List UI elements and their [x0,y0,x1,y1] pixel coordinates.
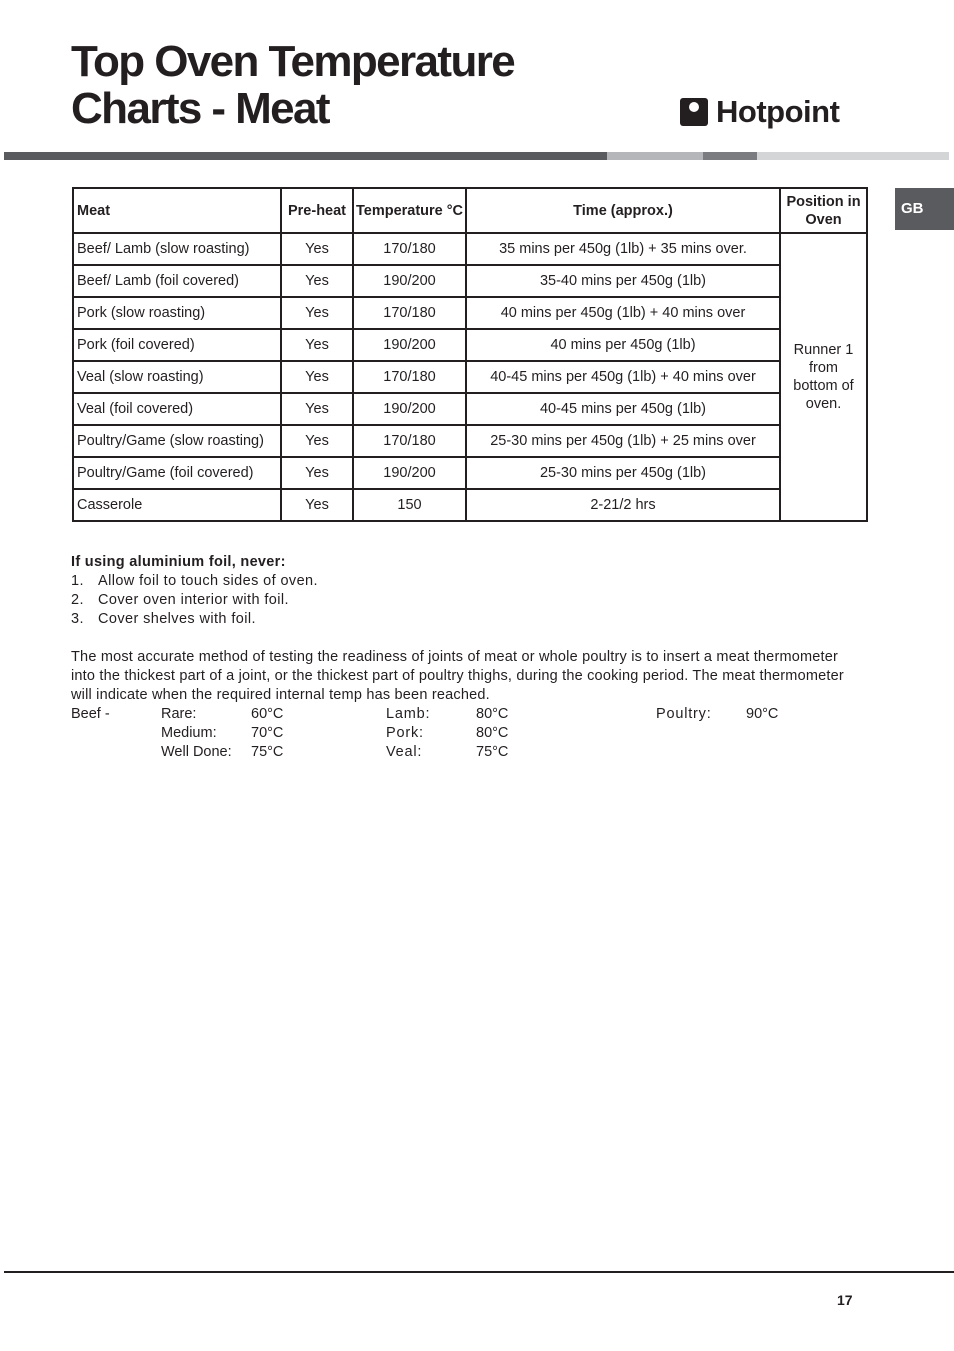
table-row [73,425,867,457]
foil-list [71,572,318,629]
cell-meat: Pork (foil covered) [73,329,281,361]
cell-time: 40-45 mins per 450g (1lb) [466,393,780,425]
cell-time: 35-40 mins per 450g (1lb) [466,265,780,297]
foil-heading: If using aluminium foil, never: [71,554,286,570]
cell-position [780,233,867,521]
medium-value: 70°C [251,725,284,741]
hotpoint-logo [680,92,839,132]
table-row [73,393,867,425]
list-item-number: 2. [71,592,84,608]
table-row [73,265,867,297]
cell-temperature: 170/180 [353,361,466,393]
header-band-segment [757,152,949,160]
footer-rule [4,1271,954,1273]
pork-label: Pork: [386,725,424,741]
list-item-text: Cover oven interior with foil. [98,592,289,608]
cell-meat: Beef/ Lamb (foil covered) [73,265,281,297]
position-line: bottom of [793,378,854,394]
cell-temperature: 170/180 [353,233,466,265]
list-item [71,591,318,610]
page-title-line-2: Charts - Meat [71,84,329,133]
rare-value: 60°C [251,706,284,722]
cell-temperature: 170/180 [353,297,466,329]
table-row [73,233,867,265]
list-item [71,572,318,591]
header-position: Position in Oven [780,188,867,233]
cell-temperature: 170/180 [353,425,466,457]
cell-temperature: 150 [353,489,466,521]
cell-preheat: Yes [281,457,353,489]
position-line: Runner 1 [793,342,854,358]
rare-label: Rare: [161,706,197,722]
position-line: oven. [805,396,842,412]
internal-temperatures [71,705,866,765]
table-row [73,489,867,521]
page-number: 17 [837,1292,853,1308]
cell-meat: Casserole [73,489,281,521]
table-row [73,457,867,489]
cell-preheat: Yes [281,329,353,361]
cell-meat: Pork (slow roasting) [73,297,281,329]
lamb-value: 80°C [476,706,509,722]
cell-time: 40 mins per 450g (1lb) [466,329,780,361]
hotpoint-logo-icon [680,98,708,126]
cell-preheat: Yes [281,361,353,393]
language-tab: GB [895,188,954,230]
header-time: Time (approx.) [466,188,780,233]
cell-preheat: Yes [281,393,353,425]
cell-preheat: Yes [281,297,353,329]
cell-meat: Veal (slow roasting) [73,361,281,393]
header-band-segment [703,152,757,160]
welldone-label: Well Done: [161,744,232,760]
temperature-chart-table [72,187,868,522]
table-row [73,361,867,393]
header-preheat: Pre-heat [281,188,353,233]
cell-temperature: 190/200 [353,393,466,425]
cell-time: 40 mins per 450g (1lb) + 40 mins over [466,297,780,329]
page-title [71,38,514,132]
header-band-segment [607,152,703,160]
cell-preheat: Yes [281,489,353,521]
brand-name: Hotpoint [716,94,840,129]
table-header-row [73,188,867,233]
header-band-segment [4,152,607,160]
poultry-value: 90°C [746,706,779,722]
cell-time: 40-45 mins per 450g (1lb) + 40 mins over [466,361,780,393]
list-item-number: 3. [71,611,84,627]
header-temperature: Temperature °C [353,188,466,233]
cell-temperature: 190/200 [353,457,466,489]
cell-time: 25-30 mins per 450g (1lb) [466,457,780,489]
list-item-text: Allow foil to touch sides of oven. [98,573,318,589]
beef-label: Beef - [71,706,110,722]
poultry-label: Poultry: [656,706,712,722]
page-title-line-1: Top Oven Temperature [71,37,515,86]
position-line: from [809,360,838,376]
cell-time: 35 mins per 450g (1lb) + 35 mins over. [466,233,780,265]
cell-meat: Beef/ Lamb (slow roasting) [73,233,281,265]
cell-preheat: Yes [281,233,353,265]
table-row [73,329,867,361]
cell-preheat: Yes [281,265,353,297]
list-item [71,610,318,629]
cell-meat: Poultry/Game (slow roasting) [73,425,281,457]
header-meat: Meat [73,188,281,233]
cell-preheat: Yes [281,425,353,457]
thermometer-paragraph: The most accurate method of testing the readiness of joints of meat or whole poultry is to insert a meat thermometer into the thickest part of a joint, or the thickest part of poultry thighs, during the cooking period. The meat thermometer will indicate when the required internal temp has been reached. [71,649,844,703]
lamb-label: Lamb: [386,706,431,722]
list-item-text: Cover shelves with foil. [98,611,256,627]
cell-meat: Poultry/Game (foil covered) [73,457,281,489]
welldone-value: 75°C [251,744,284,760]
cell-time: 25-30 mins per 450g (1lb) + 25 mins over [466,425,780,457]
veal-value: 75°C [476,744,509,760]
medium-label: Medium: [161,725,217,741]
list-item-number: 1. [71,573,84,589]
foil-warning [71,553,318,629]
veal-label: Veal: [386,744,423,760]
cell-time: 2-21/2 hrs [466,489,780,521]
cell-temperature: 190/200 [353,265,466,297]
cell-temperature: 190/200 [353,329,466,361]
cell-meat: Veal (foil covered) [73,393,281,425]
table-row [73,297,867,329]
pork-value: 80°C [476,725,509,741]
